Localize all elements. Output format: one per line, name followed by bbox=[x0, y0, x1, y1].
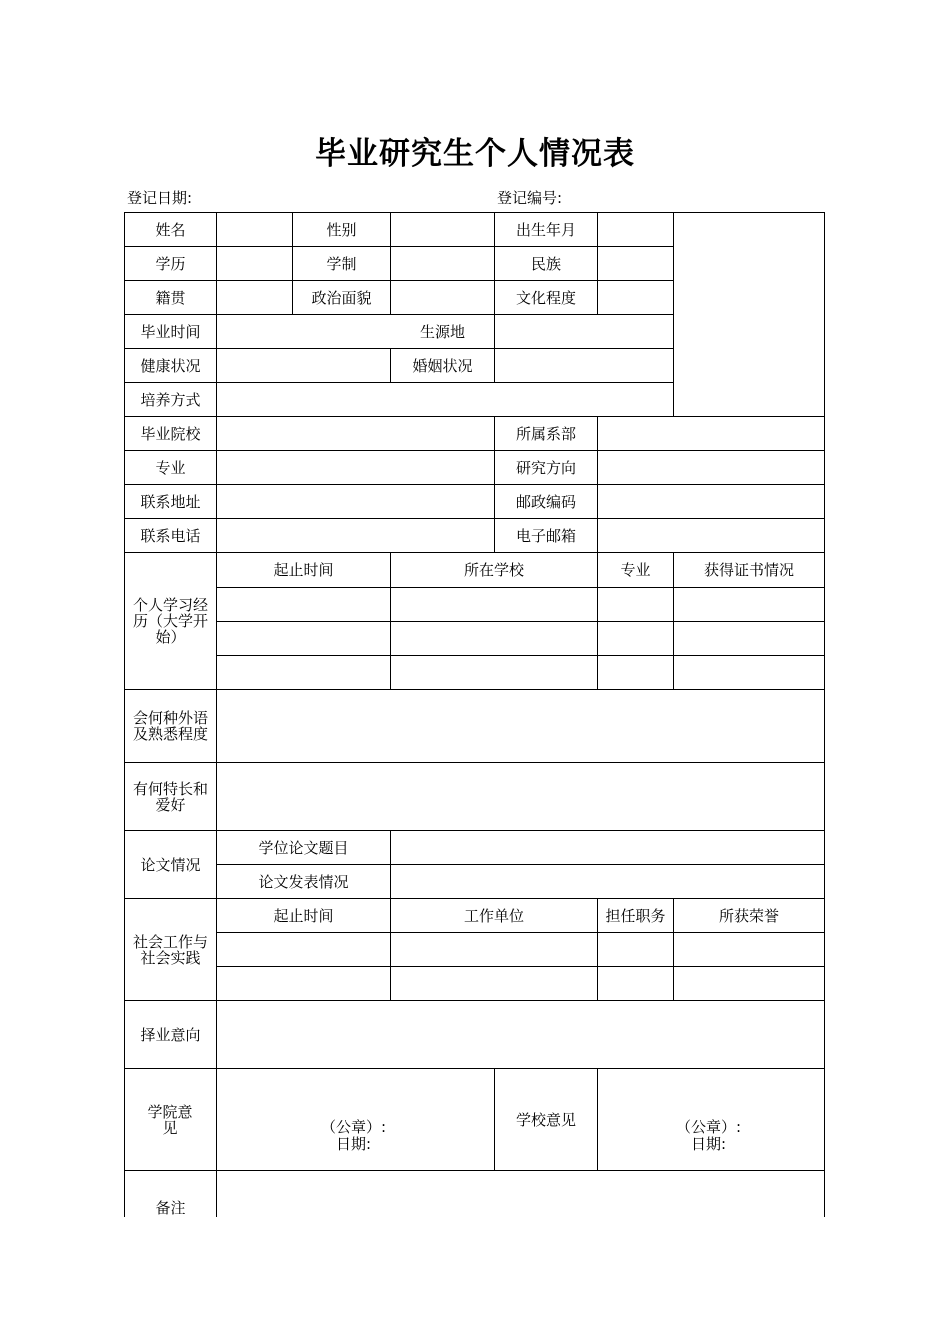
student-origin-label: 生源地 bbox=[419, 322, 465, 341]
honors-header: 所获荣誉 bbox=[718, 906, 779, 925]
school-seal-label: （公章）: bbox=[675, 1118, 741, 1136]
work-period-header: 起止时间 bbox=[273, 906, 334, 925]
gender-label: 性别 bbox=[326, 220, 357, 239]
native-place-label: 籍贯 bbox=[155, 288, 186, 307]
college-seal-label: （公章）: bbox=[320, 1118, 386, 1136]
specialty-hobby-label: 有何特长和爱好 bbox=[132, 779, 208, 814]
foreign-language-label: 会何种外语及熟悉程度 bbox=[132, 709, 208, 743]
department-label: 所属系部 bbox=[515, 424, 576, 443]
remarks-label: 备注 bbox=[155, 1199, 186, 1217]
training-mode-label: 培养方式 bbox=[140, 390, 201, 409]
health-label: 健康状况 bbox=[140, 356, 201, 375]
name-label: 姓名 bbox=[155, 220, 186, 239]
thesis-publication-label: 论文发表情况 bbox=[258, 872, 349, 891]
birth-date-label: 出生年月 bbox=[515, 220, 576, 239]
registration-number-label: 登记编号: bbox=[497, 189, 563, 207]
page-title: 毕业研究生个人情况表 bbox=[315, 136, 635, 172]
study-certificate-header: 获得证书情况 bbox=[703, 561, 794, 579]
ethnicity-label: 民族 bbox=[530, 254, 561, 273]
schooling-length-label: 学制 bbox=[326, 254, 357, 273]
college-date-label: 日期: bbox=[335, 1135, 371, 1153]
study-major-header: 专业 bbox=[620, 561, 651, 579]
college-opinion-label: 学院意见 bbox=[147, 1102, 193, 1137]
study-experience-label: 个人学习经历（大学开始） bbox=[132, 596, 208, 646]
phone-label: 联系电话 bbox=[140, 526, 201, 545]
email-label: 电子邮箱 bbox=[515, 526, 576, 545]
study-school-header: 所在学校 bbox=[463, 561, 524, 579]
graduation-time-label: 毕业时间 bbox=[140, 322, 201, 341]
major-label: 专业 bbox=[155, 458, 186, 477]
address-label: 联系地址 bbox=[140, 492, 201, 511]
postcode-label: 邮政编码 bbox=[515, 492, 576, 511]
registration-date-label: 登记日期: bbox=[127, 189, 193, 207]
work-unit-header: 工作单位 bbox=[463, 906, 524, 925]
school-opinion-label: 学校意见 bbox=[515, 1110, 576, 1129]
thesis-label: 论文情况 bbox=[140, 855, 201, 874]
education-label: 学历 bbox=[155, 254, 186, 273]
political-status-label: 政治面貌 bbox=[311, 288, 372, 307]
career-intention-label: 择业意向 bbox=[140, 1025, 201, 1044]
school-date-label: 日期: bbox=[690, 1135, 726, 1153]
study-period-header: 起止时间 bbox=[273, 561, 334, 579]
culture-level-label: 文化程度 bbox=[515, 288, 576, 307]
research-direction-label: 研究方向 bbox=[515, 458, 576, 477]
graduate-school-label: 毕业院校 bbox=[140, 424, 201, 443]
position-header: 担任职务 bbox=[605, 906, 666, 925]
social-practice-label: 社会工作与社会实践 bbox=[132, 932, 208, 967]
marital-status-label: 婚姻状况 bbox=[412, 356, 473, 375]
thesis-topic-label: 学位论文题目 bbox=[258, 838, 349, 857]
